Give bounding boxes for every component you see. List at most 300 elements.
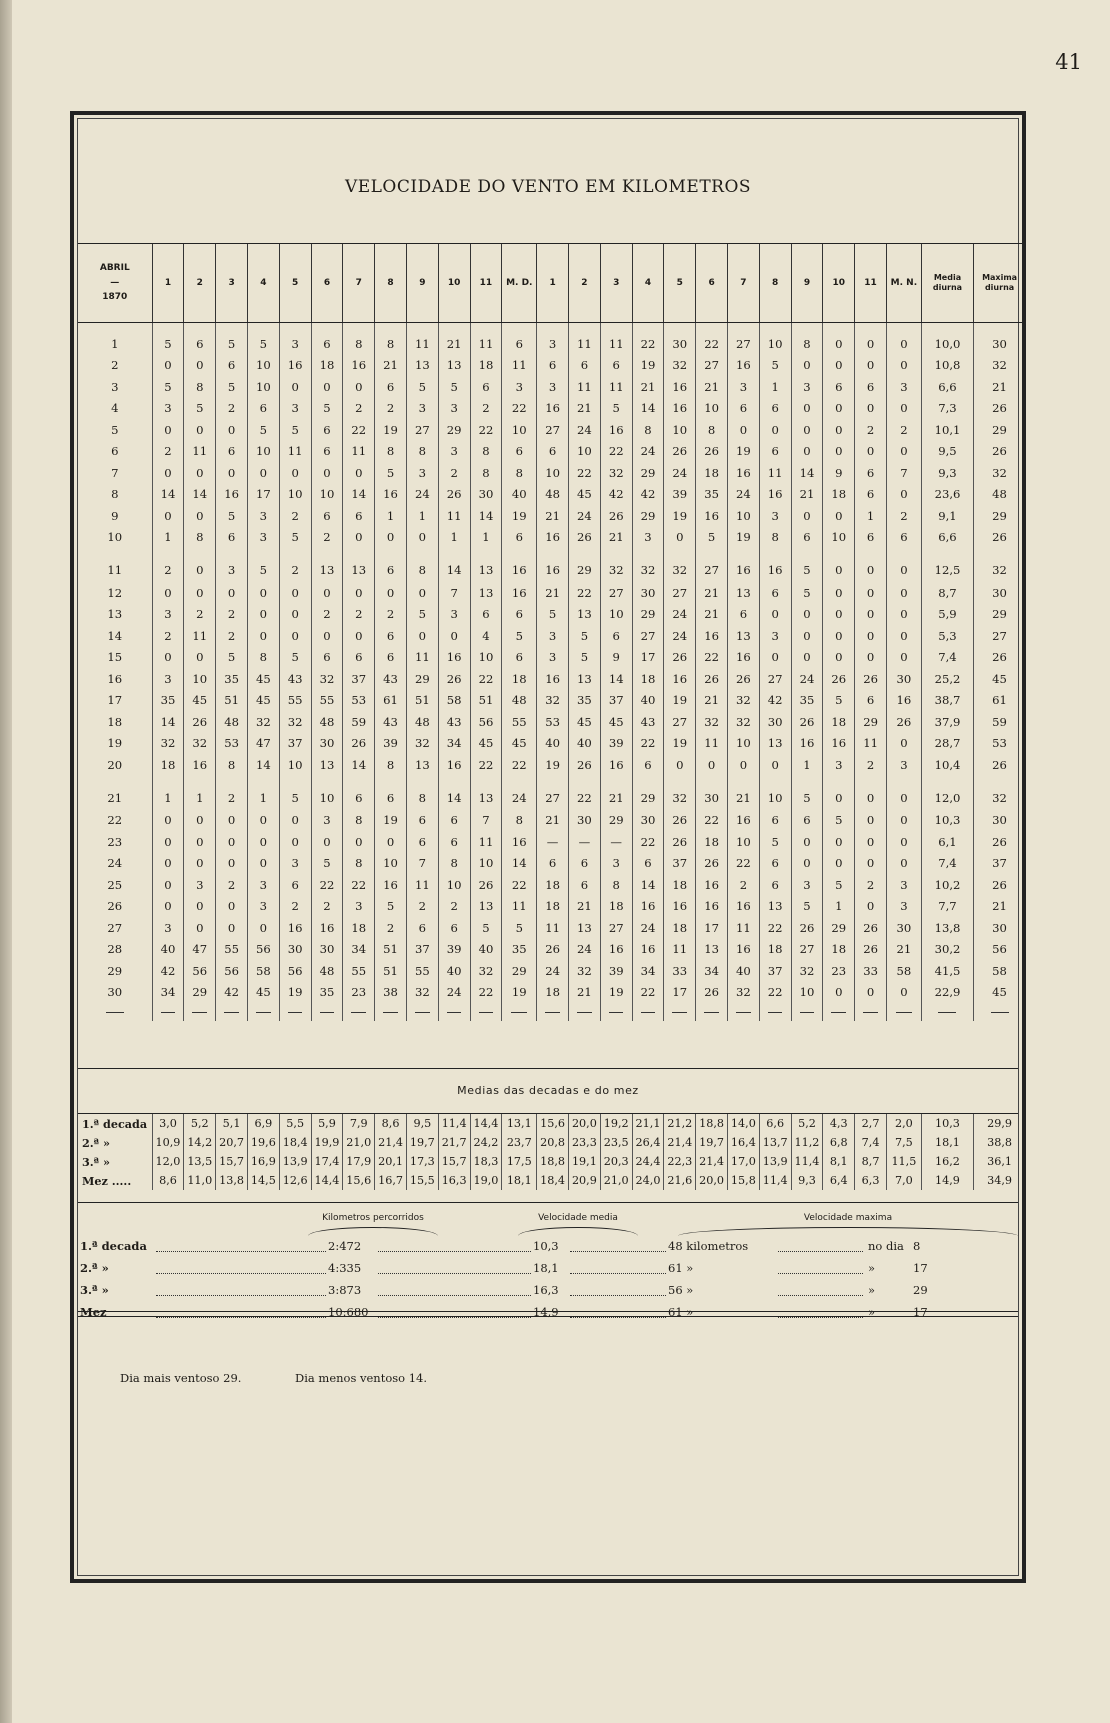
value-cell: 8: [632, 419, 664, 441]
value-cell: 0: [152, 462, 184, 484]
value-cell: 2: [438, 462, 470, 484]
decade-value: 18,3: [470, 1152, 502, 1171]
value-cell: 22: [759, 917, 791, 939]
value-cell: 11: [279, 441, 311, 463]
leader-dots: [570, 1317, 666, 1318]
value-cell: 56: [216, 960, 248, 982]
value-cell: 14: [343, 754, 375, 776]
header-hour: 3: [216, 244, 248, 323]
value-cell: 10: [823, 527, 855, 549]
value-cell: 21: [600, 527, 632, 549]
value-cell: 22: [696, 323, 728, 355]
value-cell: 16: [438, 647, 470, 669]
value-cell: 0: [375, 527, 407, 549]
value-cell: 0: [855, 323, 887, 355]
table-row: [78, 419, 1025, 441]
decade-value: 6,3: [855, 1171, 887, 1190]
decade-value: 5,2: [791, 1114, 823, 1133]
value-cell: 3: [343, 896, 375, 918]
value-cell: 16: [727, 647, 759, 669]
value-cell: 10: [311, 484, 343, 506]
value-cell: 29: [974, 604, 1025, 626]
value-cell: 0: [216, 853, 248, 875]
value-cell: 5: [152, 323, 184, 355]
value-cell: 6: [375, 376, 407, 398]
value-cell: 43: [279, 668, 311, 690]
value-cell: 16: [727, 896, 759, 918]
value-cell: 10: [470, 647, 502, 669]
dash-cell: [664, 1003, 696, 1021]
value-cell: 18: [537, 896, 569, 918]
decade-value: 11,0: [184, 1171, 216, 1190]
value-cell: 10,1: [921, 419, 973, 441]
value-cell: 35: [569, 690, 601, 712]
value-cell: 0: [343, 462, 375, 484]
value-cell: 3: [886, 874, 921, 896]
header-hour: 5: [279, 244, 311, 323]
value-cell: 8: [600, 874, 632, 896]
value-cell: 0: [886, 398, 921, 420]
value-cell: 24: [438, 982, 470, 1004]
value-cell: 10: [696, 398, 728, 420]
value-cell: 6: [569, 355, 601, 377]
decade-value: 5,2: [184, 1114, 216, 1133]
decade-value: 14,5: [247, 1171, 279, 1190]
value-cell: 11: [184, 625, 216, 647]
value-cell: 0: [791, 441, 823, 463]
value-cell: 6: [311, 323, 343, 355]
value-cell: 6: [632, 754, 664, 776]
value-cell: 40: [502, 484, 537, 506]
value-cell: 19: [664, 505, 696, 527]
decade-value: 19,7: [406, 1133, 438, 1152]
dash-cell: [406, 1003, 438, 1021]
summary-km: 4:335: [328, 1261, 362, 1275]
value-cell: 11: [664, 939, 696, 961]
value-cell: 5: [311, 853, 343, 875]
value-cell: 2: [216, 874, 248, 896]
value-cell: 32: [184, 733, 216, 755]
decade-value: 23,7: [502, 1133, 537, 1152]
value-cell: 13: [406, 754, 438, 776]
decade-value: 16,7: [375, 1171, 407, 1190]
dash-cell: [311, 1003, 343, 1021]
value-cell: 0: [184, 917, 216, 939]
value-cell: 13: [311, 548, 343, 582]
leader-dots: [378, 1317, 531, 1318]
value-cell: 1: [855, 505, 887, 527]
value-cell: 6: [537, 355, 569, 377]
value-cell: 6: [406, 831, 438, 853]
value-cell: 0: [152, 505, 184, 527]
value-cell: 6: [759, 810, 791, 832]
value-cell: 0: [247, 625, 279, 647]
value-cell: 13: [438, 355, 470, 377]
value-cell: 34: [632, 960, 664, 982]
value-cell: 35: [502, 939, 537, 961]
table-row: [78, 896, 1025, 918]
value-cell: 0: [727, 754, 759, 776]
value-cell: 0: [823, 355, 855, 377]
value-cell: 6: [759, 398, 791, 420]
value-cell: 5: [791, 582, 823, 604]
value-cell: 8: [696, 419, 728, 441]
day-cell: 10: [107, 530, 123, 545]
summary-km: 3:873: [328, 1283, 362, 1297]
value-cell: 6: [343, 776, 375, 810]
header-hour: 2: [569, 244, 601, 323]
decade-value: 17,4: [311, 1152, 343, 1171]
value-cell: 5: [311, 398, 343, 420]
dash-cell: [886, 1003, 921, 1021]
brace-km: [308, 1227, 438, 1236]
dash-cell: [632, 1003, 664, 1021]
value-cell: 30: [974, 810, 1025, 832]
value-cell: 53: [343, 690, 375, 712]
value-cell: 18: [537, 982, 569, 1004]
value-cell: 13: [470, 896, 502, 918]
summary-dia: 17: [913, 1261, 928, 1275]
value-cell: 0: [759, 754, 791, 776]
value-cell: 45: [974, 668, 1025, 690]
value-cell: 8: [343, 853, 375, 875]
value-cell: 5: [216, 647, 248, 669]
day-cell: 21: [107, 790, 123, 805]
value-cell: 3: [727, 376, 759, 398]
value-cell: 40: [470, 939, 502, 961]
value-cell: 27: [632, 625, 664, 647]
value-cell: 0: [247, 810, 279, 832]
value-cell: 32: [727, 982, 759, 1004]
decade-value: 11,5: [886, 1152, 921, 1171]
value-cell: 32: [696, 711, 728, 733]
value-cell: 16: [759, 484, 791, 506]
value-cell: 22: [632, 831, 664, 853]
summary-media: 14,9: [533, 1305, 559, 1319]
value-cell: 19: [632, 355, 664, 377]
brace-media: [518, 1227, 638, 1236]
value-cell: 0: [184, 810, 216, 832]
value-cell: 22: [470, 668, 502, 690]
value-cell: 6: [855, 690, 887, 712]
value-cell: 11: [406, 874, 438, 896]
header-hour: 1: [152, 244, 184, 323]
table-row: [78, 527, 1025, 549]
value-cell: 33: [855, 960, 887, 982]
summary-label: 1.ª decada: [80, 1239, 147, 1253]
leader-dots: [570, 1295, 666, 1296]
value-cell: 0: [406, 527, 438, 549]
decade-value: 34,9: [974, 1171, 1025, 1190]
day-cell: 14: [107, 628, 123, 643]
day-cell: 5: [111, 422, 119, 437]
value-cell: 18: [823, 939, 855, 961]
day-cell: 29: [107, 963, 123, 978]
decade-value: 16,9: [247, 1152, 279, 1171]
value-cell: 16: [600, 754, 632, 776]
value-cell: 26: [537, 939, 569, 961]
day-cell: 22: [107, 813, 123, 828]
value-cell: 17: [632, 647, 664, 669]
value-cell: 0: [823, 982, 855, 1004]
value-cell: 55: [502, 711, 537, 733]
value-cell: 2: [855, 874, 887, 896]
value-cell: 40: [152, 939, 184, 961]
value-cell: 18: [537, 874, 569, 896]
value-cell: 16: [537, 548, 569, 582]
value-cell: 26: [696, 982, 728, 1004]
value-cell: 19: [502, 505, 537, 527]
value-cell: 39: [600, 960, 632, 982]
value-cell: 8: [470, 441, 502, 463]
header-hour: 2: [184, 244, 216, 323]
value-cell: 6: [375, 776, 407, 810]
value-cell: 24: [537, 960, 569, 982]
value-cell: 59: [974, 711, 1025, 733]
value-cell: 9,5: [921, 441, 973, 463]
decade-averages-table: [78, 1114, 1025, 1190]
day-cell: 7: [111, 465, 119, 480]
summary-label: 3.ª »: [80, 1283, 109, 1297]
value-cell: 2: [152, 548, 184, 582]
divider: [78, 1202, 1018, 1203]
day-cell: 15: [107, 650, 123, 665]
value-cell: 27: [537, 419, 569, 441]
value-cell: 2: [311, 896, 343, 918]
value-cell: 1: [406, 505, 438, 527]
value-cell: 16: [343, 355, 375, 377]
value-cell: 8: [438, 853, 470, 875]
decade-value: 5,1: [216, 1114, 248, 1133]
day-cell: 17: [107, 693, 123, 708]
header-hour: 7: [727, 244, 759, 323]
value-cell: 5: [279, 419, 311, 441]
value-cell: 0: [759, 419, 791, 441]
value-cell: 24: [664, 462, 696, 484]
value-cell: 6: [759, 874, 791, 896]
value-cell: 0: [791, 625, 823, 647]
value-cell: 48: [537, 484, 569, 506]
value-cell: 26: [664, 441, 696, 463]
value-cell: 13: [727, 625, 759, 647]
value-cell: 0: [375, 831, 407, 853]
value-cell: 3: [537, 323, 569, 355]
decade-value: 13,1: [502, 1114, 537, 1133]
value-cell: 21: [974, 376, 1025, 398]
value-cell: 5: [216, 505, 248, 527]
summary-dia: 17: [913, 1305, 928, 1319]
value-cell: 32: [974, 776, 1025, 810]
table-row: [78, 831, 1025, 853]
value-cell: 32: [569, 960, 601, 982]
value-cell: 26: [664, 831, 696, 853]
value-cell: 0: [375, 582, 407, 604]
wind-speed-table: [78, 243, 1025, 1021]
decade-value: 24,4: [632, 1152, 664, 1171]
value-cell: 7: [438, 582, 470, 604]
value-cell: 0: [823, 441, 855, 463]
value-cell: 8: [375, 754, 407, 776]
value-cell: 0: [823, 604, 855, 626]
value-cell: 34: [696, 960, 728, 982]
value-cell: 16: [727, 548, 759, 582]
value-cell: 0: [855, 853, 887, 875]
value-cell: 48: [974, 484, 1025, 506]
value-cell: 6: [470, 604, 502, 626]
dash-cell: [375, 1003, 407, 1021]
summary-media: 18,1: [533, 1261, 559, 1275]
table-row: [78, 776, 1025, 810]
value-cell: 27: [727, 323, 759, 355]
value-cell: 0: [311, 376, 343, 398]
value-cell: 16: [600, 419, 632, 441]
value-cell: 26: [855, 917, 887, 939]
value-cell: 6: [537, 853, 569, 875]
decade-value: 21,0: [343, 1133, 375, 1152]
value-cell: 29: [632, 776, 664, 810]
value-cell: 13,8: [921, 917, 973, 939]
value-cell: 45: [470, 733, 502, 755]
value-cell: 26: [600, 505, 632, 527]
value-cell: 51: [375, 939, 407, 961]
decade-value: 14,0: [727, 1114, 759, 1133]
value-cell: 32: [406, 733, 438, 755]
value-cell: 2: [343, 604, 375, 626]
value-cell: 22: [569, 776, 601, 810]
summary-max: 61 »: [668, 1305, 694, 1319]
decade-value: 13,8: [216, 1171, 248, 1190]
dash-cell: [727, 1003, 759, 1021]
value-cell: 0: [886, 853, 921, 875]
dash-cell: [696, 1003, 728, 1021]
value-cell: 0: [791, 831, 823, 853]
value-cell: 58: [974, 960, 1025, 982]
day-cell: 1: [111, 336, 119, 351]
decade-value: 13,9: [759, 1152, 791, 1171]
value-cell: 16: [664, 398, 696, 420]
value-cell: 0: [247, 831, 279, 853]
value-cell: 0: [855, 982, 887, 1004]
value-cell: 3: [406, 398, 438, 420]
value-cell: 10: [247, 441, 279, 463]
value-cell: 53: [537, 711, 569, 733]
value-cell: 0: [152, 355, 184, 377]
value-cell: 39: [600, 733, 632, 755]
value-cell: 26: [438, 668, 470, 690]
value-cell: 5: [791, 548, 823, 582]
value-cell: 2: [216, 398, 248, 420]
day-cell: 23: [107, 834, 123, 849]
header-hour: 11: [855, 244, 887, 323]
value-cell: 5: [470, 917, 502, 939]
value-cell: 5: [247, 323, 279, 355]
value-cell: 48: [311, 960, 343, 982]
value-cell: 19: [664, 733, 696, 755]
value-cell: 16: [311, 917, 343, 939]
dash-cell: [974, 1003, 1025, 1021]
value-cell: 26: [184, 711, 216, 733]
leader-dots: [570, 1273, 666, 1274]
decade-value: 2,0: [886, 1114, 921, 1133]
value-cell: 5,3: [921, 625, 973, 647]
summary-row: [78, 1237, 1025, 1259]
dash-cell: [78, 1003, 152, 1021]
value-cell: 30: [974, 323, 1025, 355]
leader-dots: [778, 1273, 863, 1274]
value-cell: 6: [759, 582, 791, 604]
value-cell: 1: [791, 754, 823, 776]
value-cell: 16: [664, 668, 696, 690]
page-title: VELOCIDADE DO VENTO EM KILOMETROS: [344, 177, 752, 197]
value-cell: 39: [375, 733, 407, 755]
value-cell: 3: [600, 853, 632, 875]
value-cell: 32: [664, 548, 696, 582]
summary-media: 10,3: [533, 1239, 559, 1253]
value-cell: 0: [279, 625, 311, 647]
value-cell: 0: [152, 874, 184, 896]
value-cell: 37: [600, 690, 632, 712]
value-cell: 12,0: [921, 776, 973, 810]
value-cell: 11: [600, 376, 632, 398]
value-cell: 0: [791, 505, 823, 527]
value-cell: 12,5: [921, 548, 973, 582]
day-cell: 26: [107, 899, 123, 914]
dash-cell: [247, 1003, 279, 1021]
decade-value: 17,5: [502, 1152, 537, 1171]
value-cell: 3: [502, 376, 537, 398]
value-cell: 10: [470, 853, 502, 875]
value-cell: 18: [696, 462, 728, 484]
value-cell: 5: [438, 376, 470, 398]
value-cell: 0: [184, 647, 216, 669]
value-cell: 0: [823, 582, 855, 604]
value-cell: 7: [886, 462, 921, 484]
value-cell: 2: [216, 625, 248, 647]
decade-value: 21,4: [375, 1133, 407, 1152]
value-cell: 37: [759, 960, 791, 982]
header-hour: M. D.: [502, 244, 537, 323]
value-cell: 16: [502, 548, 537, 582]
value-cell: 4: [470, 625, 502, 647]
value-cell: 35: [152, 690, 184, 712]
value-cell: 13: [470, 776, 502, 810]
value-cell: 16: [727, 462, 759, 484]
decade-value: 19,7: [696, 1133, 728, 1152]
value-cell: 30: [470, 484, 502, 506]
value-cell: 6: [791, 527, 823, 549]
table-frame: [70, 111, 1026, 1583]
decade-value: 7,4: [855, 1133, 887, 1152]
value-cell: 10: [247, 376, 279, 398]
table-row: [78, 505, 1025, 527]
leader-dots: [378, 1251, 531, 1252]
value-cell: 14: [438, 776, 470, 810]
summary-label: Mez: [80, 1305, 107, 1319]
value-cell: 11: [727, 917, 759, 939]
value-cell: 55: [311, 690, 343, 712]
value-cell: 2: [216, 776, 248, 810]
value-cell: 38,7: [921, 690, 973, 712]
value-cell: 22: [343, 419, 375, 441]
value-cell: 21: [791, 484, 823, 506]
value-cell: 7,3: [921, 398, 973, 420]
value-cell: 9,1: [921, 505, 973, 527]
header-hour: 1: [537, 244, 569, 323]
value-cell: 27: [600, 582, 632, 604]
value-cell: 13: [759, 733, 791, 755]
table-row: [78, 690, 1025, 712]
value-cell: 18: [664, 874, 696, 896]
